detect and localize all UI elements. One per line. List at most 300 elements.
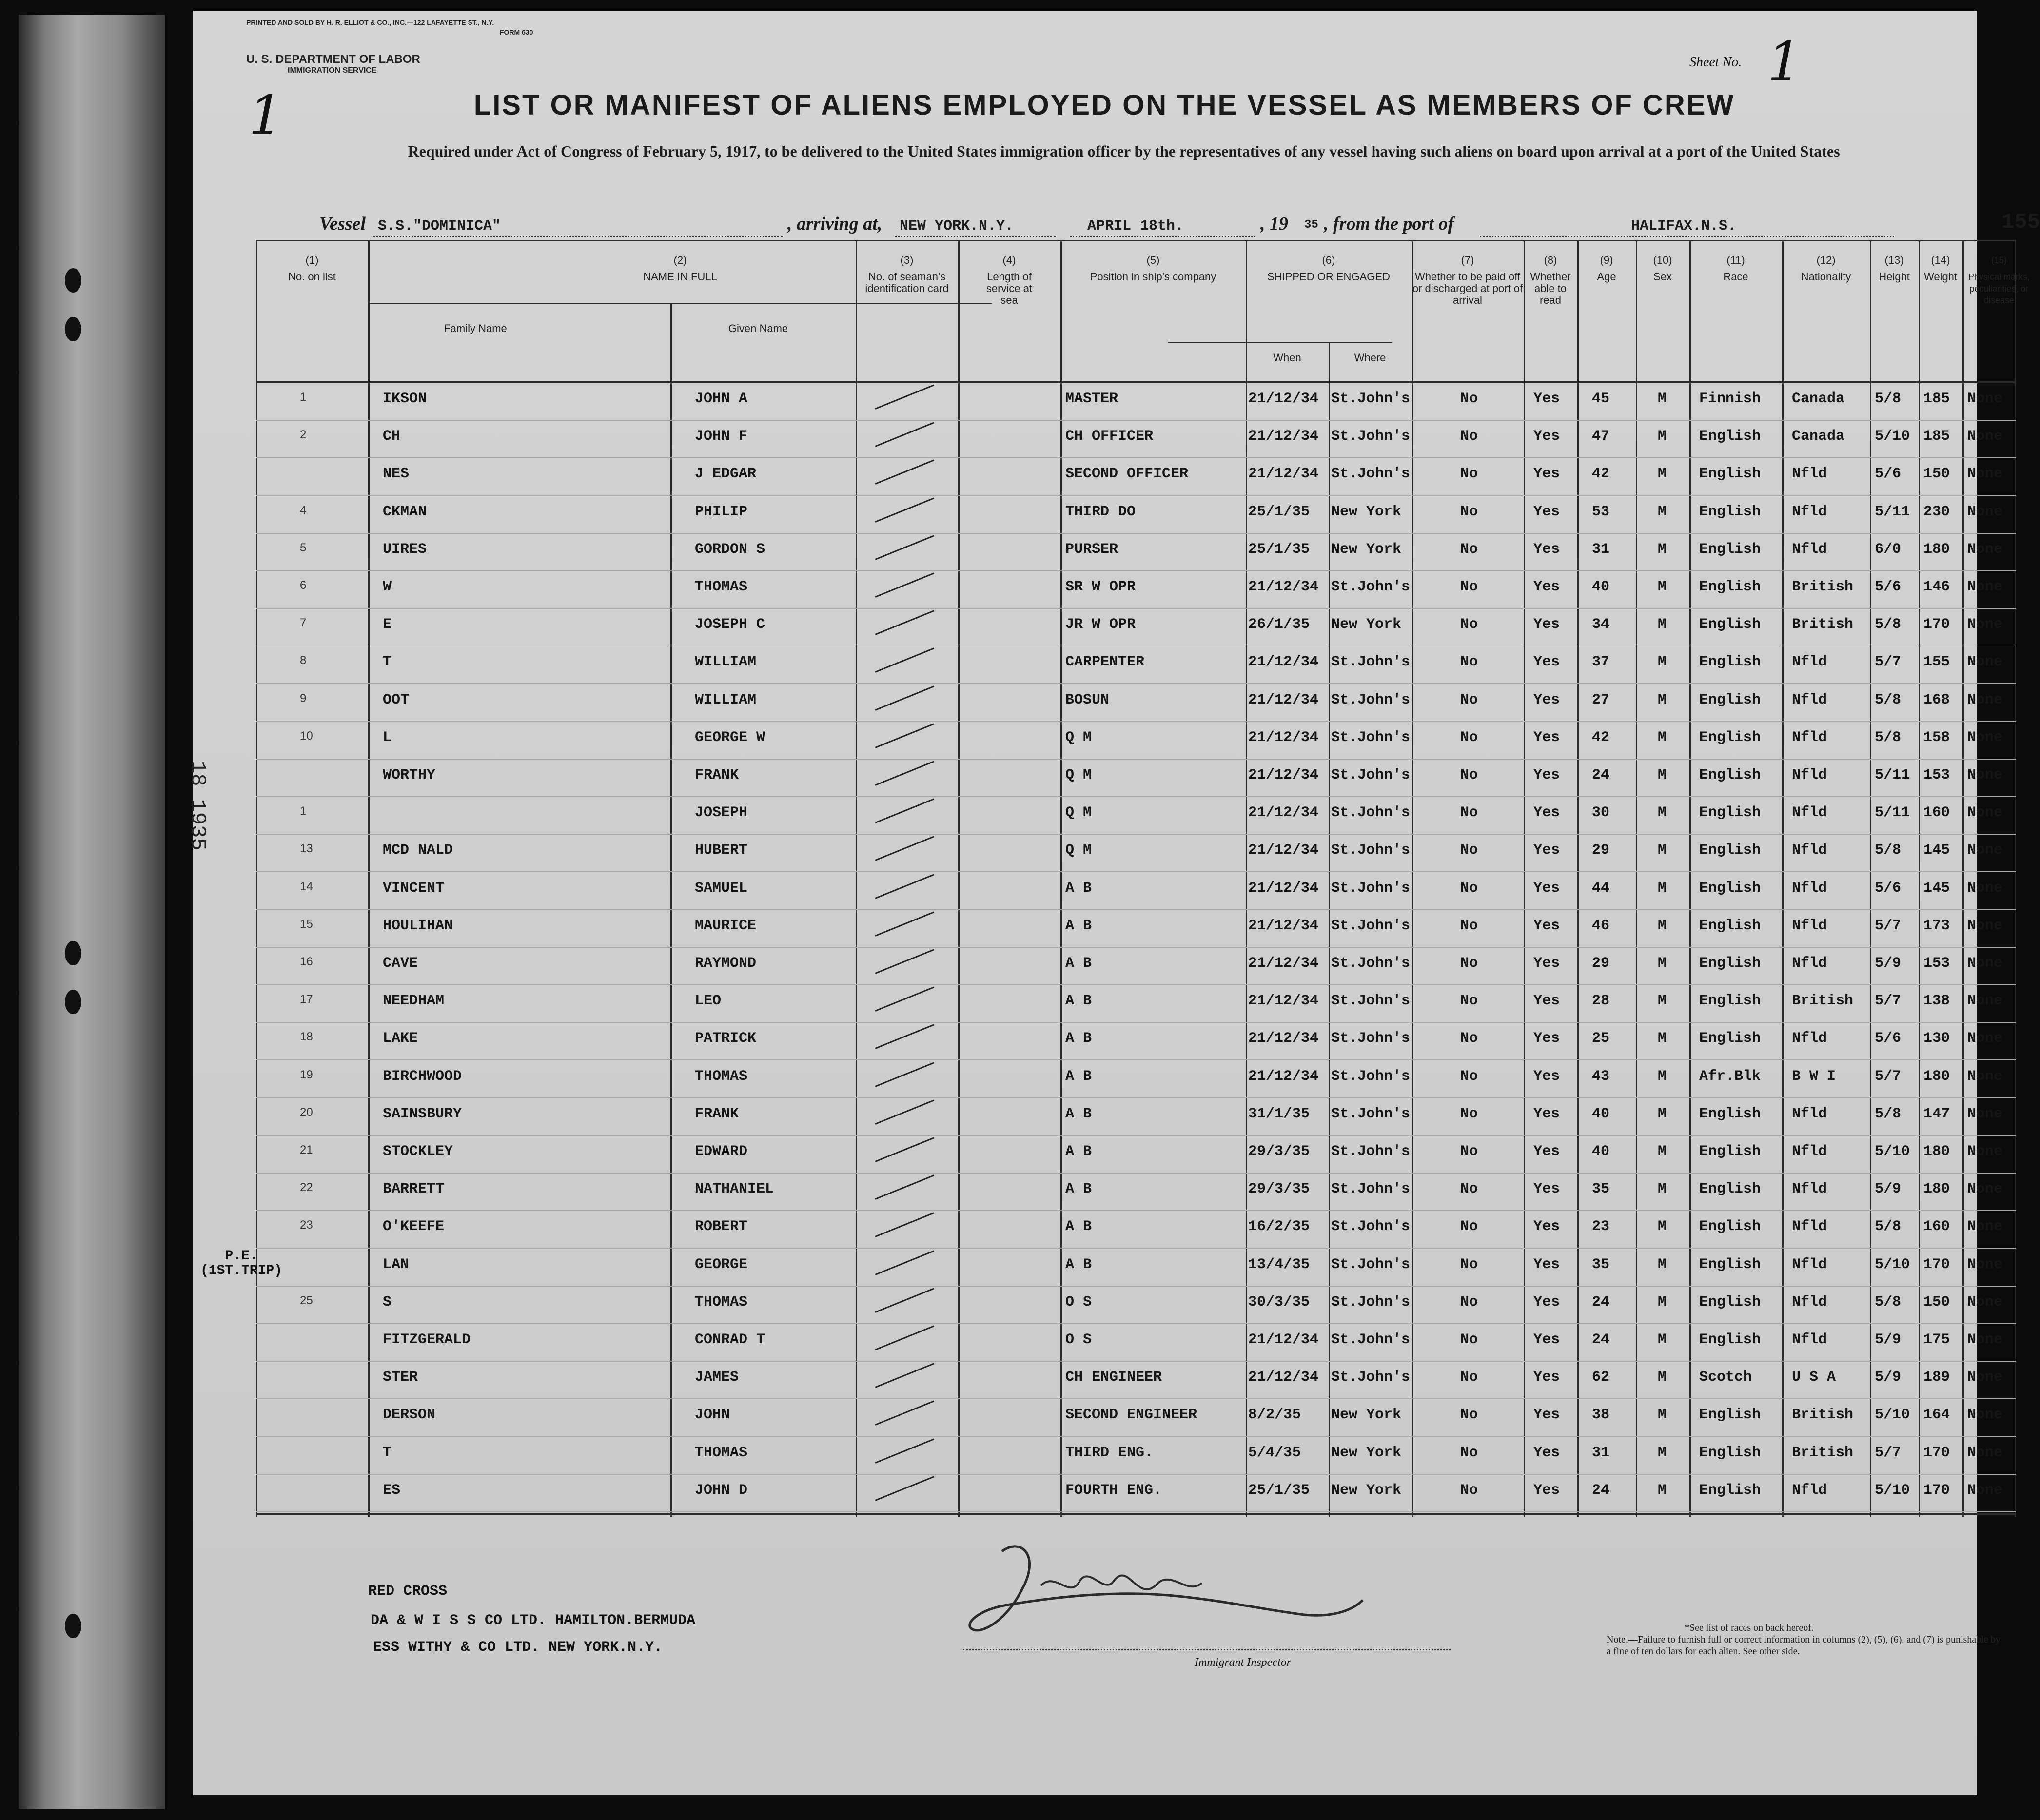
cell-when: 21/12/34 [1248,466,1319,483]
cell-given: THOMAS [695,579,748,595]
cell-sex: M [1658,1407,1667,1424]
check-mark [875,1175,934,1200]
cell-read: Yes [1533,541,1560,558]
cell-no: 14 [300,880,313,893]
check-mark [875,535,934,560]
table-row [256,911,2016,949]
cell-sex: M [1658,729,1667,746]
binder-hole [65,268,81,293]
cell-age: 38 [1592,1407,1610,1424]
cell-when: 21/12/34 [1248,579,1319,595]
binder-hole [65,317,81,341]
cell-race: Finnish [1699,391,1761,407]
check-mark [875,911,934,936]
cell-read: Yes [1533,917,1560,934]
cell-weight: 153 [1923,955,1950,972]
cell-where: New York [1331,503,1402,520]
table-row [256,609,2016,647]
cell-no: 22 [300,1181,313,1194]
table-row [256,1136,2016,1174]
cell-no: 25 [300,1293,313,1307]
table-row [256,685,2016,723]
cell-sex: M [1658,1030,1667,1047]
cell-race: English [1699,955,1761,972]
cell-weight: 170 [1923,1444,1950,1461]
row-rule [256,1210,2016,1211]
cell-paid: No [1460,654,1478,671]
cell-height: 5/10 [1875,1482,1910,1499]
cell-race: English [1699,1407,1761,1424]
row-rule [256,570,2016,571]
cell-weight: 185 [1923,391,1950,407]
cell-height: 5/9 [1875,955,1902,972]
header-physical-marks [1962,254,2036,306]
column-number: (13) [1884,254,1904,266]
cell-no: 8 [300,654,307,667]
cell-given: NATHANIEL [695,1181,774,1198]
cell-sex: M [1658,466,1667,483]
cell-race: English [1699,1444,1761,1461]
cell-age: 31 [1592,1444,1610,1461]
check-mark [875,384,934,409]
table-row [256,986,2016,1024]
cell-when: 21/12/34 [1248,842,1319,859]
cell-given: FRANK [695,1105,739,1122]
header-weight [1919,254,1962,283]
column-label: Whether able to read [1530,271,1571,306]
cell-where: New York [1331,1444,1402,1461]
cell-sex: M [1658,880,1667,897]
cell-where: St.John's [1331,1256,1411,1273]
year-prefix: , 19 [1260,214,1288,234]
cell-given: MAURICE [695,917,757,934]
cell-paid: No [1460,1444,1478,1461]
cell-height: 5/8 [1875,616,1902,633]
header-sex [1636,254,1689,283]
cell-read: Yes [1533,1143,1560,1160]
cell-read: Yes [1533,729,1560,746]
column-number: (15) [1991,255,2007,265]
cell-marks: None [1967,1482,2003,1499]
cell-no: 10 [300,729,313,743]
cell-read: Yes [1533,1030,1560,1047]
cell-marks: None [1967,466,2003,483]
cell-family: LAKE [383,1030,418,1047]
cell-height: 6/0 [1875,541,1902,558]
cell-sex: M [1658,1105,1667,1122]
cell-position: A B [1065,1068,1092,1085]
cell-height: 5/10 [1875,1143,1910,1160]
cell-when: 21/12/34 [1248,804,1319,822]
cell-position: SR W OPR [1065,579,1136,595]
cell-nationality: Nfld [1792,1293,1827,1311]
cell-paid: No [1460,1143,1478,1160]
cell-sex: M [1658,842,1667,859]
from-label: , from the port of [1324,214,1454,234]
cell-read: Yes [1533,1331,1560,1348]
check-mark [875,1438,934,1463]
table-row [256,647,2016,685]
cell-race: English [1699,1030,1761,1047]
cell-weight: 180 [1923,1068,1950,1085]
cell-paid: No [1460,1068,1478,1085]
cell-where: St.John's [1331,729,1411,746]
cell-given: GEORGE W [695,729,765,746]
cell-nationality: Nfld [1792,1143,1827,1160]
table-row [256,1099,2016,1137]
cell-where: New York [1331,1407,1402,1424]
table-row [256,798,2016,836]
cell-sex: M [1658,503,1667,520]
cell-nationality: British [1792,1407,1854,1424]
table-row [256,1174,2016,1212]
cell-nationality: Nfld [1792,654,1827,671]
column-label: Height [1879,271,1910,283]
cell-sex: M [1658,1218,1667,1235]
cell-race: English [1699,1293,1761,1311]
cell-marks: None [1967,1331,2003,1348]
cell-given: RAYMOND [695,955,757,972]
service-name: IMMIGRATION SERVICE [288,66,377,75]
cell-age: 24 [1592,1293,1610,1311]
cell-age: 43 [1592,1068,1610,1085]
cell-read: Yes [1533,880,1560,897]
cell-no: 1 [300,804,307,818]
date-dotline [1070,236,1255,237]
cell-given: WILLIAM [695,654,757,671]
cell-marks: None [1967,880,2003,897]
row-rule [256,759,2016,760]
table-row [256,497,2016,535]
cell-marks: None [1967,541,2003,558]
cell-when: 21/12/34 [1248,391,1319,407]
binding-strip [19,15,165,1809]
cell-given: FRANK [695,767,739,783]
cell-family: OOT [383,691,410,708]
row-rule [256,608,2016,609]
cell-weight: 160 [1923,804,1950,822]
sheet-label: Sheet No. [1689,55,1742,70]
arriving-label: , arriving at, [787,214,883,234]
cell-when: 26/1/35 [1248,616,1310,633]
cell-when: 21/12/34 [1248,993,1319,1010]
cell-family: SAINSBURY [383,1105,462,1122]
cell-nationality: British [1792,616,1854,633]
cell-no: 20 [300,1105,313,1119]
check-mark [875,1325,934,1350]
cell-sex: M [1658,1143,1667,1160]
cell-marks: None [1967,503,2003,520]
cell-race: English [1699,1181,1761,1198]
crew-table [256,240,2030,1537]
cell-read: Yes [1533,1068,1560,1085]
cell-height: 5/11 [1875,503,1910,520]
check-mark [875,987,934,1012]
cell-when: 21/12/34 [1248,1369,1319,1386]
cell-read: Yes [1533,804,1560,822]
cell-nationality: Canada [1792,428,1845,445]
handwritten-sheet-number: 1 [249,84,283,146]
cell-paid: No [1460,391,1478,407]
check-mark [875,1250,934,1275]
table-rule [256,381,2016,383]
cell-no: 2 [300,428,307,442]
cell-height: 5/8 [1875,391,1902,407]
cell-paid: No [1460,1407,1478,1424]
cell-when: 21/12/34 [1248,767,1319,783]
table-row [256,534,2016,572]
cell-height: 5/9 [1875,1331,1902,1348]
cell-read: Yes [1533,1181,1560,1198]
cell-family: E [383,616,392,633]
row-rule [256,495,2016,496]
row-rule [256,1173,2016,1174]
cell-position: SECOND ENGINEER [1065,1407,1197,1424]
vessel-line [319,208,2040,237]
cell-paid: No [1460,917,1478,934]
inspector-signature [963,1537,1402,1663]
column-number: (7) [1461,254,1474,266]
cell-sex: M [1658,1181,1667,1198]
cell-position: A B [1065,1143,1092,1160]
cell-age: 47 [1592,428,1610,445]
cell-paid: No [1460,993,1478,1010]
cell-marks: None [1967,1444,2003,1461]
cell-no: 1 [300,391,307,404]
cell-height: 5/9 [1875,1181,1902,1198]
cell-weight: 189 [1923,1369,1950,1386]
table-row [256,1287,2016,1325]
cell-race: English [1699,466,1761,483]
cell-height: 5/9 [1875,1369,1902,1386]
cell-when: 31/1/35 [1248,1105,1310,1122]
cell-weight: 230 [1923,503,1950,520]
cell-when: 21/12/34 [1248,654,1319,671]
cell-height: 5/8 [1875,1105,1902,1122]
cell-where: St.John's [1331,804,1411,822]
cell-marks: None [1967,804,2003,822]
row-rule [256,1248,2016,1249]
row-rule [256,1286,2016,1287]
cell-marks: None [1967,1407,2003,1424]
cell-where: St.John's [1331,466,1411,483]
row-rule [256,984,2016,985]
cell-age: 28 [1592,993,1610,1010]
cell-age: 46 [1592,917,1610,934]
row-rule [256,947,2016,948]
cell-where: St.John's [1331,1030,1411,1047]
column-label: Weight [1923,271,1958,283]
cell-read: Yes [1533,1444,1560,1461]
cell-nationality: Nfld [1792,541,1827,558]
cell-family: CKMAN [383,503,427,520]
row-rule [256,1059,2016,1060]
cell-position: A B [1065,1256,1092,1273]
cell-read: Yes [1533,1482,1560,1499]
header-race [1689,254,1782,283]
binder-hole [65,941,81,965]
cell-position: THIRD ENG. [1065,1444,1154,1461]
cell-family: O'KEEFE [383,1218,445,1235]
column-label: Sex [1653,271,1672,283]
arrival-port: NEW YORK.N.Y. [900,218,1014,235]
check-mark [875,1401,934,1426]
cell-position: O S [1065,1331,1092,1348]
cell-marks: None [1967,654,2003,671]
cell-sex: M [1658,804,1667,822]
cell-nationality: Nfld [1792,955,1827,972]
cell-nationality: Nfld [1792,1181,1827,1198]
cell-where: St.John's [1331,654,1411,671]
cell-age: 25 [1592,1030,1610,1047]
cell-position: Q M [1065,804,1092,822]
cell-height: 5/8 [1875,1218,1902,1235]
cell-sex: M [1658,1482,1667,1499]
cell-given: LEO [695,993,722,1010]
cell-when: 5/4/35 [1248,1444,1301,1461]
cell-when: 21/12/34 [1248,1331,1319,1348]
cell-height: 5/8 [1875,729,1902,746]
arrival-year: 35 [1304,218,1318,232]
cell-race: English [1699,1218,1761,1235]
cell-marks: None [1967,767,2003,783]
cell-position: Q M [1065,767,1092,783]
cell-height: 5/7 [1875,1068,1902,1085]
cell-sex: M [1658,428,1667,445]
cell-race: English [1699,804,1761,822]
cell-paid: No [1460,1482,1478,1499]
cell-age: 24 [1592,1331,1610,1348]
cell-when: 25/1/35 [1248,541,1310,558]
column-number: (4) [1002,254,1016,266]
footer-agent-newyork: ESS WITHY & CO LTD. NEW YORK.N.Y. [373,1639,663,1656]
footer-agent-bermuda: DA & W I S S CO LTD. HAMILTON.BERMUDA [371,1612,696,1629]
cell-family: CAVE [383,955,418,972]
cell-weight: 130 [1923,1030,1950,1047]
inspector-label: Immigrant Inspector [1195,1656,1291,1669]
cell-race: English [1699,691,1761,708]
cell-paid: No [1460,880,1478,897]
column-label: Whether to be paid off or discharged at port of arrival [1412,271,1523,306]
cell-nationality: Nfld [1792,767,1827,783]
row-rule [256,683,2016,684]
cell-given: JOHN F [695,428,748,445]
cell-sex: M [1658,654,1667,671]
cell-marks: None [1967,1293,2003,1311]
table-row [256,948,2016,986]
signature-stroke [1041,1575,1202,1589]
cell-age: 30 [1592,804,1610,822]
row-rule [256,1022,2016,1023]
cell-where: St.John's [1331,1181,1411,1198]
cell-age: 34 [1592,616,1610,633]
row-rule [256,834,2016,835]
check-mark [875,1062,934,1087]
cell-marks: None [1967,391,2003,407]
cell-position: A B [1065,993,1092,1010]
cell-sex: M [1658,691,1667,708]
cell-marks: None [1967,1256,2003,1273]
header-where: Where [1354,352,1386,364]
cell-given: CONRAD T [695,1331,765,1348]
cell-height: 5/6 [1875,880,1902,897]
cell-family: STER [383,1369,418,1386]
cell-weight: 147 [1923,1105,1950,1122]
sheet-number: 1 [1767,30,1802,93]
cell-weight: 180 [1923,1181,1950,1198]
races-note: *See list of races on back hereof. [1685,1623,1814,1633]
cell-position: A B [1065,917,1092,934]
cell-given: PATRICK [695,1030,757,1047]
cell-paid: No [1460,955,1478,972]
cell-read: Yes [1533,955,1560,972]
check-mark [875,1213,934,1237]
cell-paid: No [1460,466,1478,483]
cell-sex: M [1658,1331,1667,1348]
cell-position: THIRD DO [1065,503,1136,520]
column-label: Length of service at sea [986,271,1033,306]
column-number: (10) [1653,254,1672,266]
table-row [256,723,2016,761]
column-number: (5) [1146,254,1160,266]
cell-when: 25/1/35 [1248,1482,1310,1499]
cell-sex: M [1658,541,1667,558]
column-number: (12) [1816,254,1836,266]
cell-age: 29 [1592,842,1610,859]
cell-no: 13 [300,842,313,856]
cell-no: 18 [300,1030,313,1044]
cell-weight: 146 [1923,579,1950,595]
cell-given: WILLIAM [695,691,757,708]
check-mark [875,836,934,861]
cell-sex: M [1658,955,1667,972]
cell-age: 40 [1592,1143,1610,1160]
cell-marks: None [1967,1369,2003,1386]
cell-nationality: British [1792,993,1854,1010]
column-label: Nationality [1801,271,1851,283]
cell-read: Yes [1533,691,1560,708]
cell-when: 21/12/34 [1248,1068,1319,1085]
header-seaman-card [856,254,958,294]
table-row [256,1475,2016,1513]
cell-nationality: Nfld [1792,1105,1827,1122]
cell-position: A B [1065,1105,1092,1122]
penalty-note: Note.—Failure to furnish full or correct information in columns (2), (5), (6), and (7) is punishable by a fine of ten dollars for each alien. See other side. [1607,1634,2001,1657]
check-mark [875,723,934,748]
check-mark [875,1288,934,1312]
row-rule [256,1361,2016,1362]
check-mark [875,572,934,597]
cell-position: SECOND OFFICER [1065,466,1189,483]
check-mark [875,761,934,785]
cell-read: Yes [1533,1293,1560,1311]
check-mark [875,648,934,673]
cell-sex: M [1658,917,1667,934]
cell-age: 42 [1592,729,1610,746]
cell-where: St.John's [1331,691,1411,708]
cell-position: A B [1065,1030,1092,1047]
cell-nationality: Nfld [1792,842,1827,859]
cell-nationality: Nfld [1792,1256,1827,1273]
cell-given: THOMAS [695,1068,748,1085]
cell-weight: 170 [1923,1482,1950,1499]
cell-family: T [383,654,392,671]
cell-marks: None [1967,955,2003,972]
cell-race: English [1699,541,1761,558]
cell-sex: M [1658,391,1667,407]
check-mark [875,799,934,823]
cell-age: 31 [1592,541,1610,558]
